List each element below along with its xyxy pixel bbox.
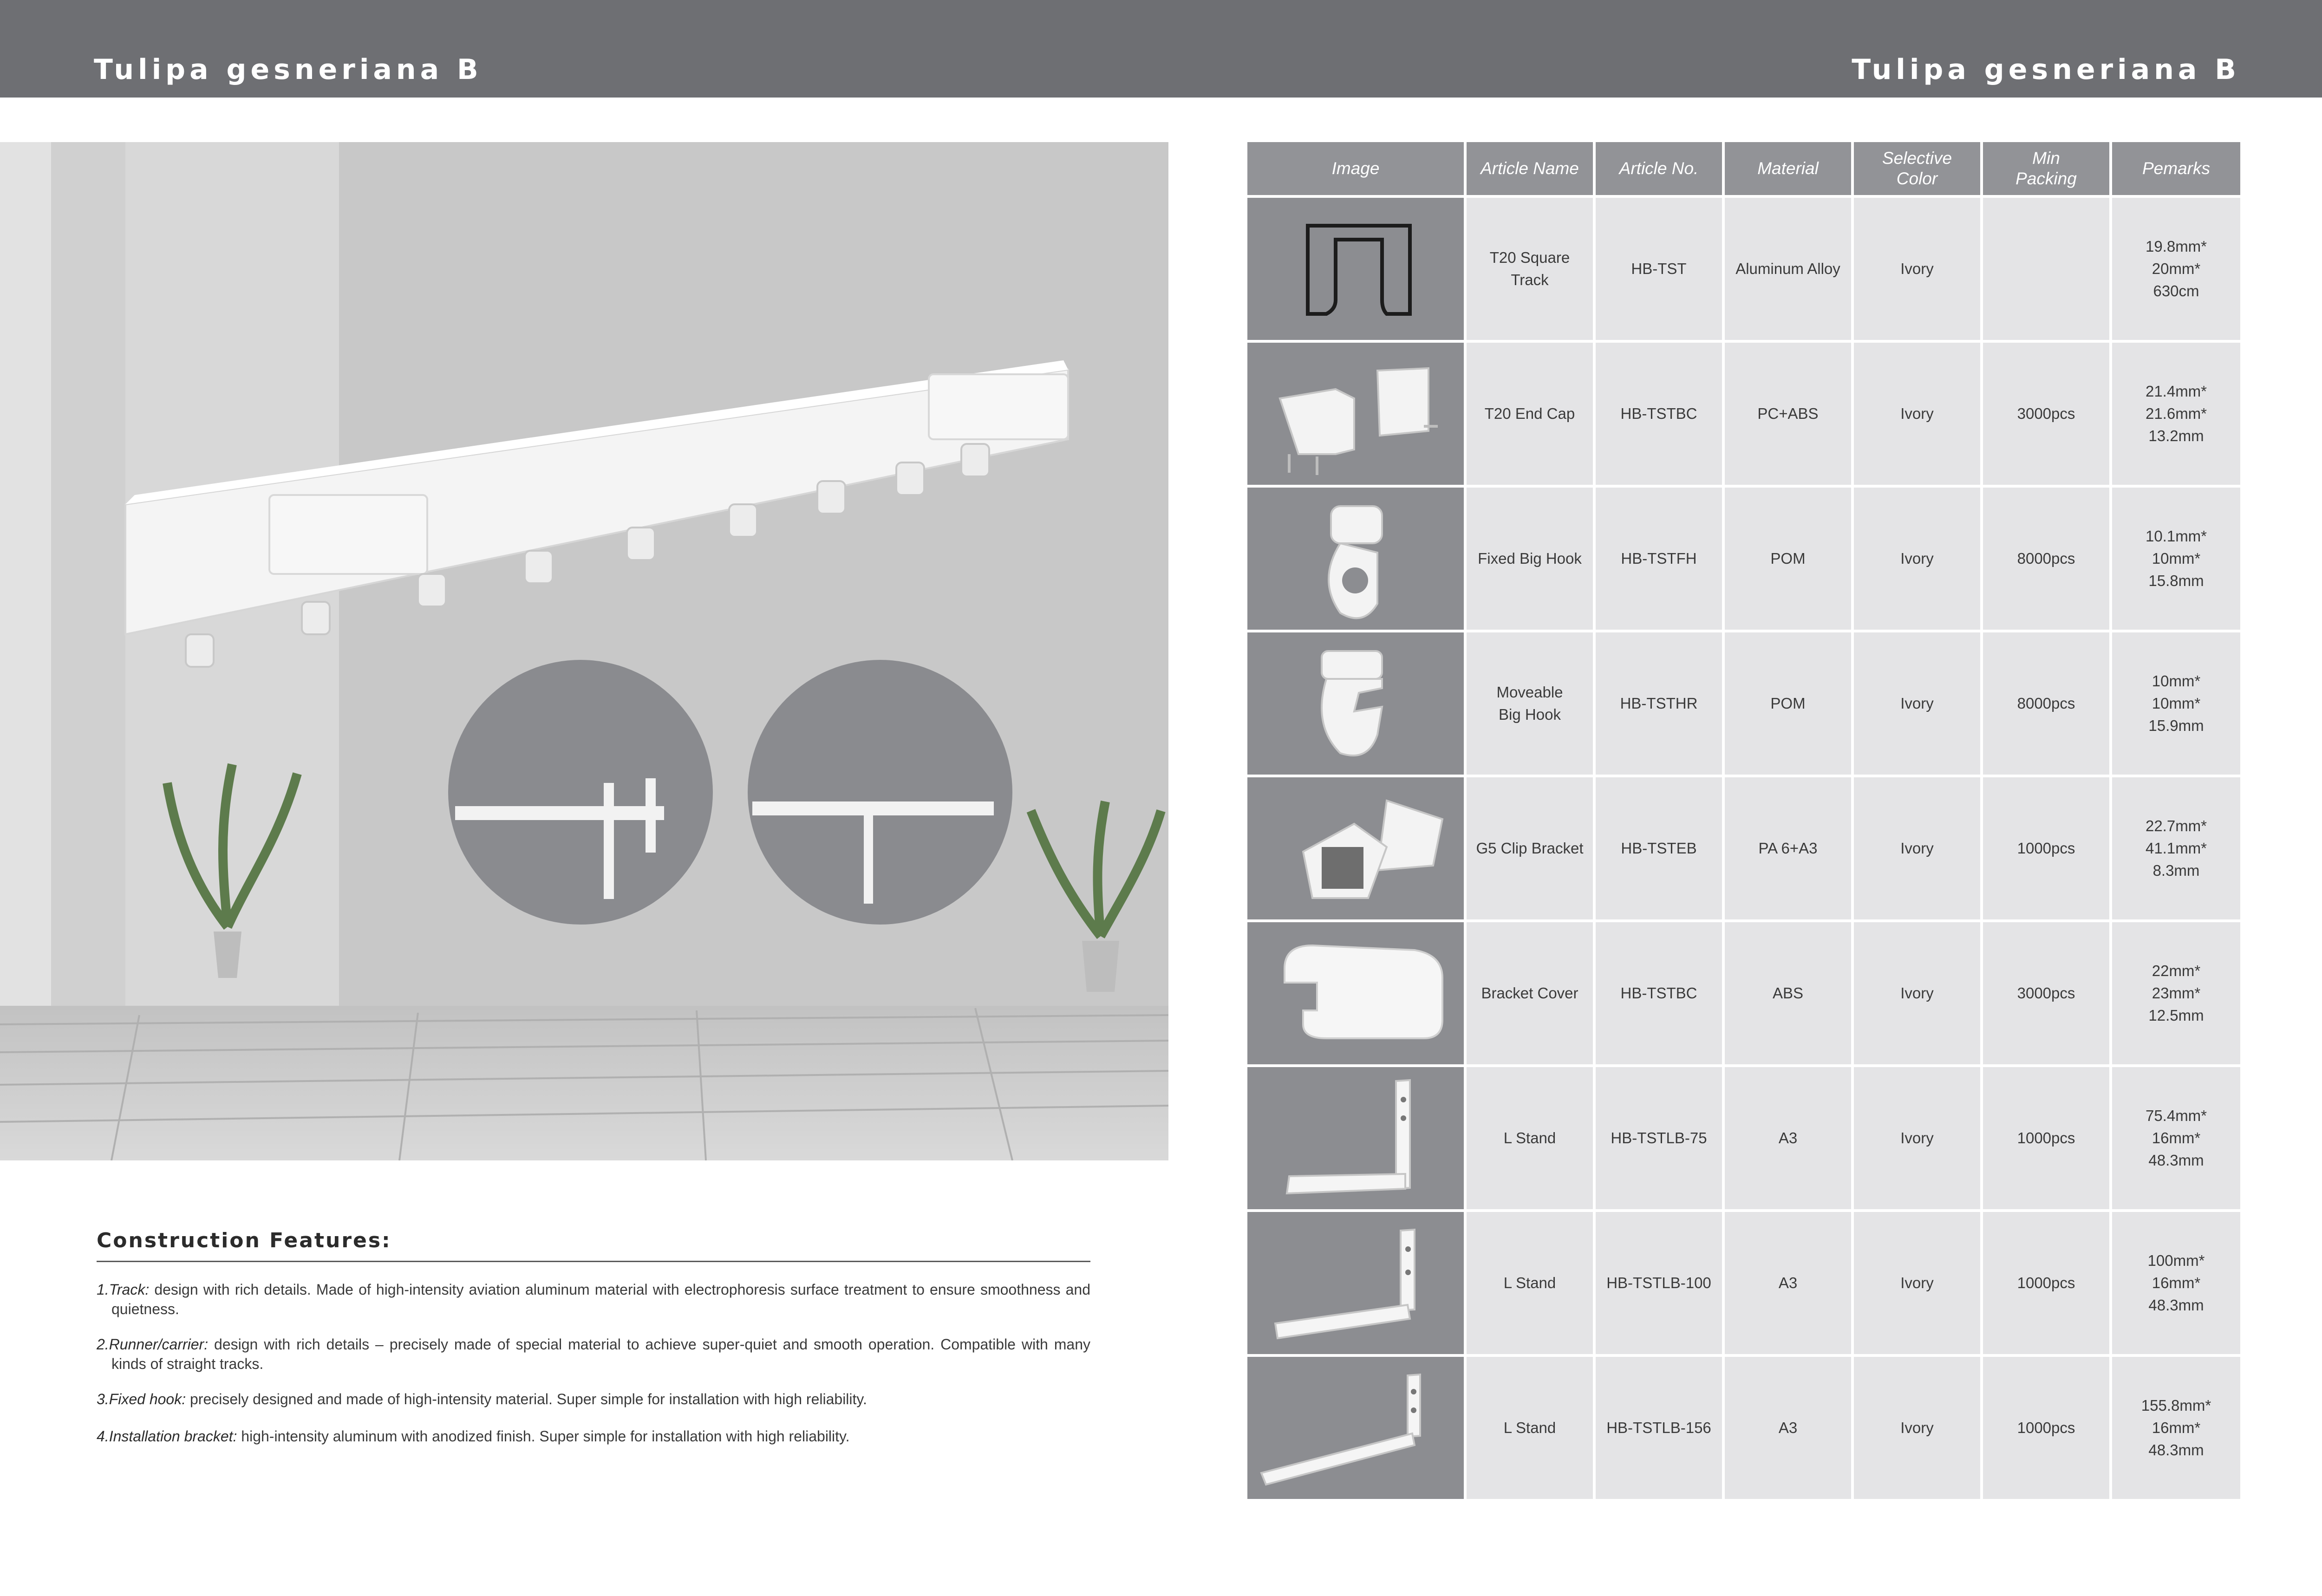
packing-cell: 8000pcs xyxy=(1983,632,2109,775)
scene-illustration xyxy=(0,142,1168,1160)
table-header-cell: Selective Color xyxy=(1854,142,1980,195)
article-name-cell: T20 Square Track xyxy=(1467,198,1593,340)
moveable-big-hook-icon xyxy=(1247,632,1464,775)
remarks-cell: 21.4mm* 21.6mm* 13.2mm xyxy=(2112,343,2240,485)
feature-item: 4.Installation bracket: high-intensity aluminum with anodized finish. Super simple for installation with high reliability. xyxy=(97,1428,850,1445)
page-header xyxy=(0,0,2322,98)
remarks-cell: 19.8mm* 20mm* 630cm xyxy=(2112,198,2240,340)
color-cell: Ivory xyxy=(1854,198,1980,340)
product-image-l-stand-75 xyxy=(1247,1067,1464,1209)
article-no-cell: HB-TSTEB xyxy=(1596,777,1722,919)
t20-end-cap-icon xyxy=(1247,343,1464,485)
feature-item: 1.Track: design with rich details. Made of high-intensity aviation aluminum material with electrophoresis surface treatment to ensure smoothness and quietness. xyxy=(97,1281,1090,1317)
brand-title-right: Tulipa gesneriana B xyxy=(1852,53,2240,86)
material-cell: ABS xyxy=(1725,922,1851,1064)
material-cell: A3 xyxy=(1725,1212,1851,1354)
t20-square-track-icon xyxy=(1247,198,1464,340)
article-name-cell: L Stand xyxy=(1467,1067,1593,1209)
packing-cell: 1000pcs xyxy=(1983,1357,2109,1499)
table-header-cell: Min Packing xyxy=(1983,142,2109,195)
article-name-cell: L Stand xyxy=(1467,1212,1593,1354)
color-cell: Ivory xyxy=(1854,1067,1980,1209)
brand-title-left: Tulipa gesneriana B xyxy=(94,53,483,86)
article-no-cell: HB-TSTLB-100 xyxy=(1596,1212,1722,1354)
l-stand-100-icon xyxy=(1247,1212,1464,1354)
material-cell: PC+ABS xyxy=(1725,343,1851,485)
product-image-moveable-big-hook xyxy=(1247,632,1464,775)
article-name-cell: Fixed Big Hook xyxy=(1467,488,1593,630)
article-no-cell: HB-TSTLB-156 xyxy=(1596,1357,1722,1499)
product-image-g5-clip-bracket xyxy=(1247,777,1464,919)
feature-item: 2.Runner/carrier: design with rich details – precisely made of special material to achieve super-quiet and smooth operation. Compatible with many kinds of straight tracks. xyxy=(97,1336,1090,1372)
article-name-cell: Bracket Cover xyxy=(1467,922,1593,1064)
article-no-cell: HB-TST xyxy=(1596,198,1722,340)
color-cell: Ivory xyxy=(1854,1357,1980,1499)
remarks-cell: 22.7mm* 41.1mm* 8.3mm xyxy=(2112,777,2240,919)
table-header-cell: Pemarks xyxy=(2112,142,2240,195)
packing-cell: 3000pcs xyxy=(1983,922,2109,1064)
color-cell: Ivory xyxy=(1854,922,1980,1064)
material-cell: A3 xyxy=(1725,1067,1851,1209)
article-no-cell: HB-TSTHR xyxy=(1596,632,1722,775)
article-name-cell: T20 End Cap xyxy=(1467,343,1593,485)
article-name-cell: Moveable Big Hook xyxy=(1467,632,1593,775)
remarks-cell: 155.8mm* 16mm* 48.3mm xyxy=(2112,1357,2240,1499)
features-title: Construction Features: xyxy=(97,1229,1090,1262)
packing-cell: 1000pcs xyxy=(1983,777,2109,919)
color-cell: Ivory xyxy=(1854,343,1980,485)
packing-cell xyxy=(1983,198,2109,340)
remarks-cell: 22mm* 23mm* 12.5mm xyxy=(2112,922,2240,1064)
color-cell: Ivory xyxy=(1854,1212,1980,1354)
article-no-cell: HB-TSTBC xyxy=(1596,343,1722,485)
l-stand-156-icon xyxy=(1247,1357,1464,1499)
product-image-l-stand-100 xyxy=(1247,1212,1464,1354)
article-name-cell: G5 Clip Bracket xyxy=(1467,777,1593,919)
packing-cell: 1000pcs xyxy=(1983,1067,2109,1209)
table-header-cell: Image xyxy=(1247,142,1464,195)
product-image-fixed-big-hook xyxy=(1247,488,1464,630)
product-image-bracket-cover xyxy=(1247,922,1464,1064)
material-cell: POM xyxy=(1725,488,1851,630)
product-table xyxy=(1247,142,2241,1498)
color-cell: Ivory xyxy=(1854,488,1980,630)
material-cell: Aluminum Alloy xyxy=(1725,198,1851,340)
article-no-cell: HB-TSTFH xyxy=(1596,488,1722,630)
product-image-l-stand-156 xyxy=(1247,1357,1464,1499)
fixed-big-hook-icon xyxy=(1247,488,1464,630)
table-header-cell: Material xyxy=(1725,142,1851,195)
material-cell: PA 6+A3 xyxy=(1725,777,1851,919)
packing-cell: 8000pcs xyxy=(1983,488,2109,630)
color-cell: Ivory xyxy=(1854,777,1980,919)
article-name-cell: L Stand xyxy=(1467,1357,1593,1499)
table-header-cell: Article No. xyxy=(1596,142,1722,195)
remarks-cell: 100mm* 16mm* 48.3mm xyxy=(2112,1212,2240,1354)
g5-clip-bracket-icon xyxy=(1247,777,1464,919)
feature-item: 3.Fixed hook: precisely designed and made of high-intensity material. Super simple for installation with high reliability. xyxy=(97,1391,867,1407)
remarks-cell: 10mm* 10mm* 15.9mm xyxy=(2112,632,2240,775)
color-cell: Ivory xyxy=(1854,632,1980,775)
material-cell: POM xyxy=(1725,632,1851,775)
article-no-cell: HB-TSTBC xyxy=(1596,922,1722,1064)
product-image-t20-end-cap xyxy=(1247,343,1464,485)
construction-features xyxy=(97,1229,1090,1446)
bracket-cover-icon xyxy=(1247,922,1464,1064)
packing-cell: 1000pcs xyxy=(1983,1212,2109,1354)
table-header-cell: Article Name xyxy=(1467,142,1593,195)
remarks-cell: 10.1mm* 10mm* 15.8mm xyxy=(2112,488,2240,630)
remarks-cell: 75.4mm* 16mm* 48.3mm xyxy=(2112,1067,2240,1209)
product-image-t20-square-track xyxy=(1247,198,1464,340)
packing-cell: 3000pcs xyxy=(1983,343,2109,485)
product-scene-image xyxy=(0,142,1168,1160)
article-no-cell: HB-TSTLB-75 xyxy=(1596,1067,1722,1209)
material-cell: A3 xyxy=(1725,1357,1851,1499)
l-stand-75-icon xyxy=(1247,1067,1464,1209)
